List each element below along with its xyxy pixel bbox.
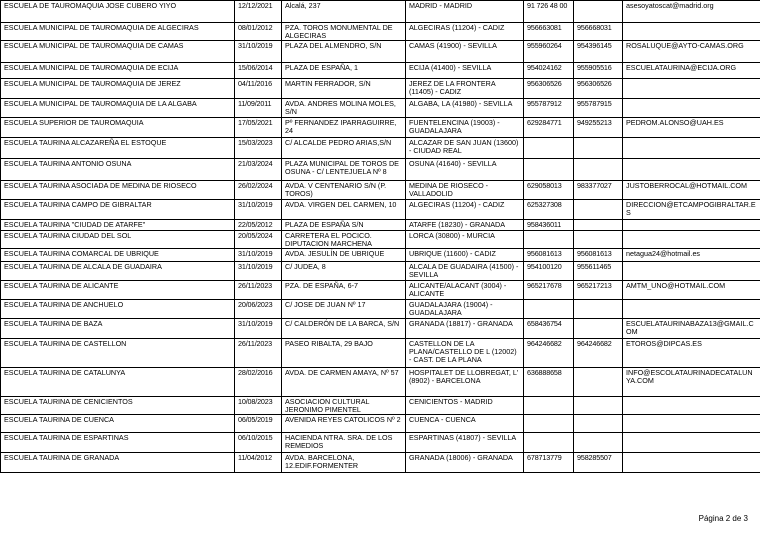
- fax-cell: 949255213: [574, 118, 623, 138]
- fax-cell: [574, 368, 623, 397]
- fax-cell: [574, 433, 623, 453]
- school-name-cell: ESCUELA TAURINA DE GRANADA: [1, 453, 235, 473]
- school-name-cell: ESCUELA TAURINA ALCAZAREÑA EL ESTOQUE: [1, 138, 235, 159]
- locality-cell: CAMAS (41900) - SEVILLA: [406, 41, 524, 63]
- school-name-cell: ESCUELA TAURINA DE ALICANTE: [1, 281, 235, 300]
- authorization-date-cell: 26/11/2023: [235, 281, 282, 300]
- locality-cell: GRANADA (18006) - GRANADA: [406, 453, 524, 473]
- address-cell: C/ ALCALDE PEDRO ARIAS,S/N: [282, 138, 406, 159]
- table-row: [1, 300, 760, 319]
- phone-cell: 636888658: [524, 368, 574, 397]
- school-name-cell: ESCUELA TAURINA ANTONIO OSUNA: [1, 159, 235, 181]
- phone-cell: 625327308: [524, 200, 574, 220]
- school-name-cell: ESCUELA TAURINA CAMPO DE GIBRALTAR: [1, 200, 235, 220]
- table-row: [1, 262, 760, 281]
- authorization-date-cell: 21/03/2024: [235, 159, 282, 181]
- authorization-date-cell: 08/01/2012: [235, 23, 282, 41]
- locality-cell: ALGECIRAS (11204) - CADIZ: [406, 23, 524, 41]
- school-name-cell: ESCUELA TAURINA COMARCAL DE UBRIQUE: [1, 249, 235, 262]
- authorization-date-cell: 31/10/2019: [235, 319, 282, 339]
- authorization-date-cell: 04/11/2016: [235, 79, 282, 99]
- page-number: Página 2 de 3: [698, 514, 748, 523]
- phone-cell: 956306526: [524, 79, 574, 99]
- address-cell: AVDA. ANDRES MOLINA MOLES, S/N: [282, 99, 406, 118]
- authorization-date-cell: 26/11/2023: [235, 339, 282, 368]
- locality-cell: ATARFE (18230) - GRANADA: [406, 220, 524, 231]
- table-row: [1, 249, 760, 262]
- locality-cell: ALICANTE/ALACANT (3004) - ALICANTE: [406, 281, 524, 300]
- table-row: [1, 368, 760, 397]
- phone-cell: 965217678: [524, 281, 574, 300]
- fax-cell: 983377027: [574, 181, 623, 200]
- authorization-date-cell: 10/08/2023: [235, 397, 282, 415]
- locality-cell: GRANADA (18817) - GRANADA: [406, 319, 524, 339]
- fax-cell: 956668031: [574, 23, 623, 41]
- table-row: [1, 138, 760, 159]
- authorization-date-cell: 20/06/2023: [235, 300, 282, 319]
- authorization-date-cell: 11/04/2012: [235, 453, 282, 473]
- table-row: [1, 63, 760, 79]
- email-cell: PEDROM.ALONSO@UAH.ES: [623, 118, 760, 138]
- phone-cell: 629058013: [524, 181, 574, 200]
- school-name-cell: ESCUELA TAURINA DE ANCHUELO: [1, 300, 235, 319]
- fax-cell: [574, 138, 623, 159]
- email-cell: ROSALUQUE@AYTO-CAMAS.ORG: [623, 41, 760, 63]
- fax-cell: [574, 220, 623, 231]
- email-cell: [623, 433, 760, 453]
- school-name-cell: ESCUELA TAURINA DE BAZA: [1, 319, 235, 339]
- table-row: [1, 79, 760, 99]
- locality-cell: HOSPITALET DE LLOBREGAT, L' (8902) - BARCELONA: [406, 368, 524, 397]
- locality-cell: ALCALA DE GUADAIRA (41500) - SEVILLA: [406, 262, 524, 281]
- table-row: [1, 231, 760, 249]
- email-cell: [623, 453, 760, 473]
- email-cell: [623, 262, 760, 281]
- table-row: [1, 200, 760, 220]
- locality-cell: UBRIQUE (11600) - CADIZ: [406, 249, 524, 262]
- fax-cell: 956081613: [574, 249, 623, 262]
- authorization-date-cell: 20/05/2024: [235, 231, 282, 249]
- school-name-cell: ESCUELA TAURINA DE CATALUNYA: [1, 368, 235, 397]
- address-cell: AVDA. VIRGEN DEL CARMEN, 10: [282, 200, 406, 220]
- table-body: [1, 1, 760, 473]
- authorization-date-cell: 15/06/2014: [235, 63, 282, 79]
- phone-cell: [524, 300, 574, 319]
- phone-cell: [524, 159, 574, 181]
- table-row: [1, 415, 760, 433]
- fax-cell: [574, 231, 623, 249]
- table-row: [1, 339, 760, 368]
- fax-cell: 954396145: [574, 41, 623, 63]
- address-cell: C/ JOSE DE JUAN Nº 17: [282, 300, 406, 319]
- authorization-date-cell: 17/05/2021: [235, 118, 282, 138]
- address-cell: CARRETERA EL POCICO. DIPUTACION MARCHENA: [282, 231, 406, 249]
- phone-cell: 954100120: [524, 262, 574, 281]
- phone-cell: 91 726 48 00: [524, 1, 574, 23]
- school-name-cell: ESCUELA MUNICIPAL DE TAUROMAQUIA DE ECIJA: [1, 63, 235, 79]
- locality-cell: CASTELLON DE LA PLANA/CASTELLO DE L (12002) - CAST. DE LA PLANA: [406, 339, 524, 368]
- school-name-cell: ESCUELA MUNICIPAL DE TAUROMAQUIA DE LA ALGABA: [1, 99, 235, 118]
- authorization-date-cell: 22/05/2012: [235, 220, 282, 231]
- phone-cell: 964246682: [524, 339, 574, 368]
- authorization-date-cell: 26/02/2024: [235, 181, 282, 200]
- fax-cell: [574, 200, 623, 220]
- fax-cell: 955905516: [574, 63, 623, 79]
- phone-cell: 658436754: [524, 319, 574, 339]
- table-row: [1, 319, 760, 339]
- school-name-cell: ESCUELA DE TAUROMAQUIA JOSE CUBERO YIYO: [1, 1, 235, 23]
- email-cell: [623, 231, 760, 249]
- phone-cell: 956663081: [524, 23, 574, 41]
- authorization-date-cell: 06/05/2019: [235, 415, 282, 433]
- address-cell: MARTIN FERRADOR, S/N: [282, 79, 406, 99]
- address-cell: AVDA. BARCELONA, 12.EDIF.FORMENTER: [282, 453, 406, 473]
- address-cell: C/ JUDEA, 8: [282, 262, 406, 281]
- authorization-date-cell: 15/03/2023: [235, 138, 282, 159]
- address-cell: AVDA. DE CARMEN AMAYA, Nº 57: [282, 368, 406, 397]
- table-row: [1, 220, 760, 231]
- locality-cell: GUADALAJARA (19004) - GUADALAJARA: [406, 300, 524, 319]
- phone-cell: 954024162: [524, 63, 574, 79]
- authorization-date-cell: 31/10/2019: [235, 200, 282, 220]
- address-cell: AVDA. JESULÍN DE UBRIQUE: [282, 249, 406, 262]
- school-name-cell: ESCUELA MUNICIPAL DE TAUROMAQUIA DE CAMAS: [1, 41, 235, 63]
- phone-cell: 958436011: [524, 220, 574, 231]
- school-name-cell: ESCUELA TAURINA CIUDAD DEL SOL: [1, 231, 235, 249]
- locality-cell: ALGABA, LA (41980) - SEVILLA: [406, 99, 524, 118]
- phone-cell: 678713779: [524, 453, 574, 473]
- fax-cell: 956306526: [574, 79, 623, 99]
- school-name-cell: ESCUELA TAURINA ASOCIADA DE MEDINA DE RIOSECO: [1, 181, 235, 200]
- school-name-cell: ESCUELA MUNICIPAL DE TAUROMAQUIA DE JEREZ: [1, 79, 235, 99]
- table-row: [1, 118, 760, 138]
- table-row: [1, 281, 760, 300]
- address-cell: PLAZA DEL ALMENDRO, S/N: [282, 41, 406, 63]
- authorization-date-cell: 31/10/2019: [235, 249, 282, 262]
- authorization-date-cell: 12/12/2021: [235, 1, 282, 23]
- table-row: [1, 41, 760, 63]
- email-cell: [623, 397, 760, 415]
- address-cell: AVDA. V CENTENARIO S/N (P. TOROS): [282, 181, 406, 200]
- address-cell: Alcalá, 237: [282, 1, 406, 23]
- table-row: [1, 433, 760, 453]
- phone-cell: [524, 231, 574, 249]
- email-cell: [623, 99, 760, 118]
- email-cell: [623, 300, 760, 319]
- school-name-cell: ESCUELA TAURINA "CIUDAD DE ATARFE": [1, 220, 235, 231]
- email-cell: [623, 138, 760, 159]
- locality-cell: ESPARTINAS (41807) - SEVILLA: [406, 433, 524, 453]
- fax-cell: [574, 159, 623, 181]
- email-cell: [623, 220, 760, 231]
- email-cell: ESCUELATAURINA@ECIJA.ORG: [623, 63, 760, 79]
- phone-cell: [524, 397, 574, 415]
- fax-cell: 964246682: [574, 339, 623, 368]
- address-cell: PZA. DE ESPAÑA, 6-7: [282, 281, 406, 300]
- fax-cell: [574, 300, 623, 319]
- fax-cell: [574, 1, 623, 23]
- locality-cell: ECIJA (41400) - SEVILLA: [406, 63, 524, 79]
- email-cell: ETOROS@DIPCAS.ES: [623, 339, 760, 368]
- school-name-cell: ESCUELA TAURINA DE CUENCA: [1, 415, 235, 433]
- authorization-date-cell: 31/10/2019: [235, 262, 282, 281]
- locality-cell: ALCAZAR DE SAN JUAN (13600) - CIUDAD REAL: [406, 138, 524, 159]
- email-cell: netagua24@hotmail.es: [623, 249, 760, 262]
- locality-cell: CUENCA - CUENCA: [406, 415, 524, 433]
- phone-cell: 629284771: [524, 118, 574, 138]
- locality-cell: MEDINA DE RIOSECO - VALLADOLID: [406, 181, 524, 200]
- phone-cell: [524, 433, 574, 453]
- authorization-date-cell: 06/10/2015: [235, 433, 282, 453]
- email-cell: [623, 23, 760, 41]
- locality-cell: JEREZ DE LA FRONTERA (11405) - CADIZ: [406, 79, 524, 99]
- table-row: [1, 181, 760, 200]
- table-row: [1, 397, 760, 415]
- phone-cell: 955960264: [524, 41, 574, 63]
- email-cell: [623, 415, 760, 433]
- address-cell: AVENIDA REYES CATOLICOS Nº 2: [282, 415, 406, 433]
- email-cell: [623, 159, 760, 181]
- address-cell: Pº FERNANDEZ IPARRAGUIRRE, 24: [282, 118, 406, 138]
- phone-cell: [524, 138, 574, 159]
- phone-cell: 955787912: [524, 99, 574, 118]
- fax-cell: 955787915: [574, 99, 623, 118]
- school-name-cell: ESCUELA MUNICIPAL DE TAUROMAQUIA DE ALGECIRAS: [1, 23, 235, 41]
- fax-cell: 958285507: [574, 453, 623, 473]
- address-cell: ASOCIACION CULTURAL JERONIMO PIMENTEL: [282, 397, 406, 415]
- email-cell: INFO@ESCOLATAURINADECATALUNYA.COM: [623, 368, 760, 397]
- locality-cell: OSUNA (41640) - SEVILLA: [406, 159, 524, 181]
- locality-cell: CENICIENTOS - MADRID: [406, 397, 524, 415]
- table-row: [1, 1, 760, 23]
- locality-cell: MADRID - MADRID: [406, 1, 524, 23]
- address-cell: PLAZA DE ESPAÑA S/N: [282, 220, 406, 231]
- email-cell: asesoyatoscat@madrid.org: [623, 1, 760, 23]
- authorization-date-cell: 28/02/2016: [235, 368, 282, 397]
- table-row: [1, 453, 760, 473]
- address-cell: PLAZA MUNICIPAL DE TOROS DE OSUNA - C/ LENTEJUELA Nº 8: [282, 159, 406, 181]
- email-cell: DIRECCION@ETCAMPOGIBRALTAR.ES: [623, 200, 760, 220]
- email-cell: JUSTOBERROCAL@HOTMAIL.COM: [623, 181, 760, 200]
- address-cell: PLAZA DE ESPAÑA, 1: [282, 63, 406, 79]
- locality-cell: FUENTELENCINA (19003) - GUADALAJARA: [406, 118, 524, 138]
- email-cell: AMTM_UNO@HOTMAIL.COM: [623, 281, 760, 300]
- table-row: [1, 99, 760, 118]
- authorization-date-cell: 11/09/2011: [235, 99, 282, 118]
- school-name-cell: ESCUELA SUPERIOR DE TAUROMAQUIA: [1, 118, 235, 138]
- authorization-date-cell: 31/10/2019: [235, 41, 282, 63]
- email-cell: [623, 79, 760, 99]
- table-row: [1, 23, 760, 41]
- address-cell: PASEO RIBALTA, 29 BAJO: [282, 339, 406, 368]
- school-name-cell: ESCUELA TAURINA DE ESPARTINAS: [1, 433, 235, 453]
- fax-cell: 955611465: [574, 262, 623, 281]
- address-cell: HACIENDA NTRA. SRA. DE LOS REMEDIOS: [282, 433, 406, 453]
- address-cell: C/ CALDERÓN DE LA BARCA, S/N: [282, 319, 406, 339]
- phone-cell: [524, 415, 574, 433]
- fax-cell: 965217213: [574, 281, 623, 300]
- address-cell: PZA. TOROS MONUMENTAL DE ALGECIRAS: [282, 23, 406, 41]
- table-row: [1, 159, 760, 181]
- fax-cell: [574, 397, 623, 415]
- fax-cell: [574, 415, 623, 433]
- school-name-cell: ESCUELA TAURINA DE ALCALA DE GUADAIRA: [1, 262, 235, 281]
- locality-cell: ALGECIRAS (11204) - CADIZ: [406, 200, 524, 220]
- school-name-cell: ESCUELA TAURINA DE CENICIENTOS: [1, 397, 235, 415]
- phone-cell: 956081613: [524, 249, 574, 262]
- locality-cell: LORCA (30800) - MURCIA: [406, 231, 524, 249]
- fax-cell: [574, 319, 623, 339]
- school-name-cell: ESCUELA TAURINA DE CASTELLON: [1, 339, 235, 368]
- email-cell: ESCUELATAURINABAZA13@GMAIL.COM: [623, 319, 760, 339]
